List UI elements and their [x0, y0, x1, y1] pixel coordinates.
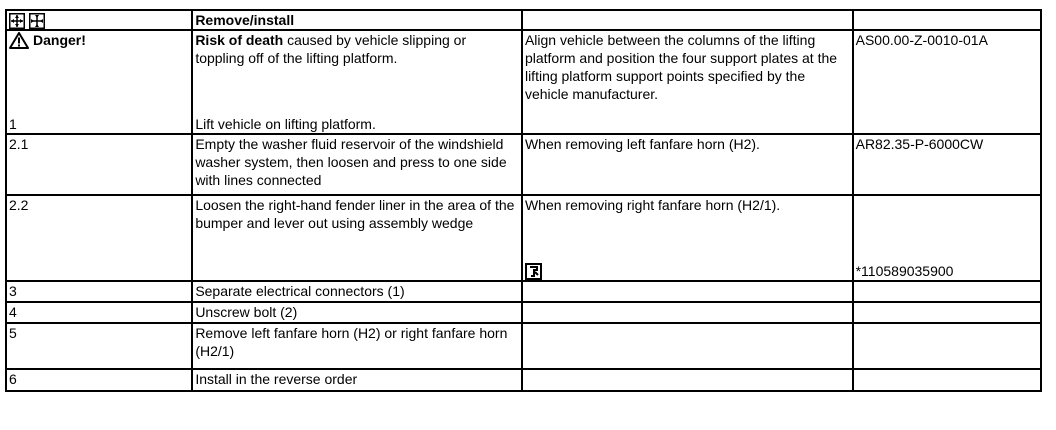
risk-text: Risk of death caused by vehicle slipping or toppling off of the lifting platform. — [195, 32, 467, 67]
note-cell — [522, 323, 853, 369]
note-text: When removing right fanfare horn (H2/1). — [524, 197, 781, 214]
header-title: Remove/install — [192, 10, 522, 30]
step-number: 6 — [6, 369, 192, 391]
reference-cell — [853, 281, 1041, 302]
table-row — [6, 323, 1041, 369]
step-number: 5 — [6, 323, 192, 369]
cross-arrows-icon — [9, 13, 25, 29]
note-cell — [522, 281, 853, 302]
procedure-table — [5, 9, 1042, 392]
table-row — [6, 369, 1041, 391]
note-cell — [522, 302, 853, 323]
action-cell: Separate electrical connectors (1) — [192, 281, 522, 302]
header-empty-cell — [853, 10, 1041, 30]
step-number: 2.1 — [6, 134, 192, 195]
warning-triangle-icon — [9, 32, 29, 49]
table-row — [6, 195, 1041, 281]
action-cell: Loosen the right-hand fender liner in the area of the bumper and lever out using assembly wedge — [192, 195, 522, 281]
note-cell: Align vehicle between the columns of the lifting platform and position the four support plates at the lifting platform support points specified by the vehicle manufacturer. — [522, 30, 853, 134]
action-cell: Install in the reverse order — [192, 369, 522, 391]
table-header-row — [6, 10, 1041, 30]
step-number: 3 — [6, 281, 192, 302]
reference-cell — [853, 323, 1041, 369]
action-cell: Remove left fanfare horn (H2) or right fanfare horn (H2/1) — [192, 323, 522, 369]
note-cell — [522, 195, 853, 281]
action-text: Lift vehicle on lifting platform. — [195, 116, 376, 133]
reference-cell — [853, 195, 1041, 281]
action-cell — [192, 30, 522, 134]
table-row — [6, 281, 1041, 302]
reference-cell — [853, 302, 1041, 323]
note-cell — [522, 369, 853, 391]
step-number: 4 — [6, 302, 192, 323]
step-number: 1 — [9, 116, 17, 133]
special-tool-icon — [525, 263, 542, 280]
danger-label: Danger! — [9, 31, 189, 49]
table-row — [6, 134, 1041, 195]
cross-arrows-icon — [29, 13, 45, 29]
reference-cell — [853, 369, 1041, 391]
action-cell: Unscrew bolt (2) — [192, 302, 522, 323]
header-icons-cell — [6, 10, 192, 30]
reference-cell: AR82.35-P-6000CW — [853, 134, 1041, 195]
step-number: 2.2 — [6, 195, 192, 281]
table-row — [6, 30, 1041, 134]
tool-number: *110589035900 — [855, 263, 954, 280]
reference-cell: AS00.00-Z-0010-01A — [853, 30, 1041, 134]
step-cell — [6, 30, 192, 134]
header-empty-cell — [522, 10, 853, 30]
note-cell: When removing left fanfare horn (H2). — [522, 134, 853, 195]
action-cell: Empty the washer fluid reservoir of the windshield washer system, then loosen and press to one side with lines connected — [192, 134, 522, 195]
table-row — [6, 302, 1041, 323]
